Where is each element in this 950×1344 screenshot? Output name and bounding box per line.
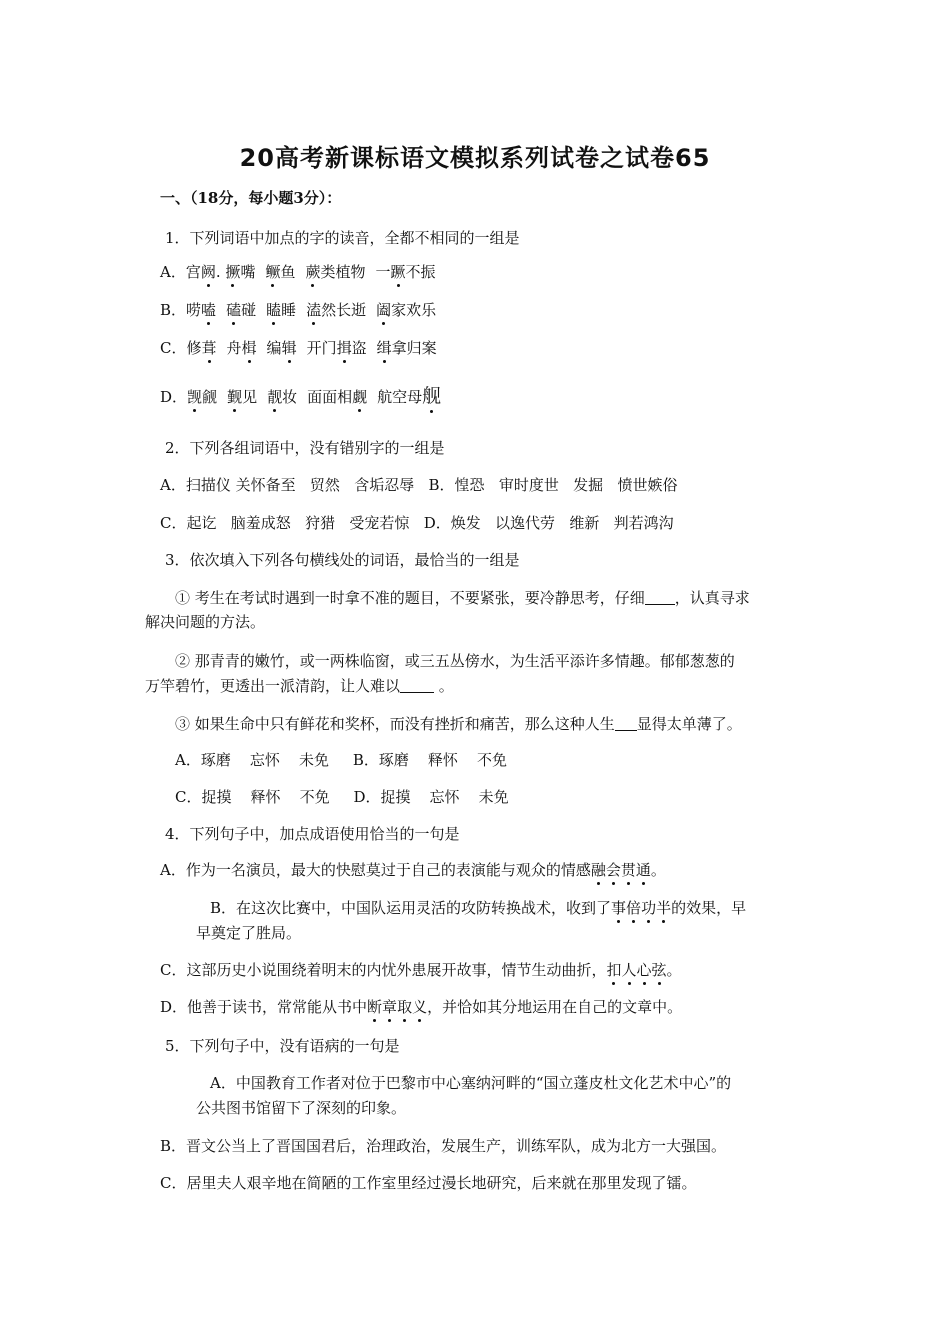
emphasis-char: 事: [611, 899, 627, 917]
emphasis-char: 会: [605, 861, 621, 879]
emphasis-char: 弦: [651, 961, 667, 979]
q1-option-b: B．唠嗑 磕碰 瞌睡 溘然长逝 阖家欢乐: [160, 301, 437, 319]
q2-options-row-2: C．起讫 脑羞成怒 狩猎 受宠若惊 D．焕发 以逸代劳 维新 判若鸿沟: [160, 514, 674, 532]
q3-sentence-3: ③ 如果生命中只有鲜花和奖杯，而没有挫折和痛苦，那么这种人生 显得太单薄了。: [175, 715, 742, 733]
emphasis-char: 贯: [620, 861, 636, 879]
page-title: 20高考新课标语文模拟系列试卷之试卷65: [239, 144, 711, 172]
emphasis-char: 人: [621, 961, 637, 979]
emphasis-char: 半: [656, 899, 672, 917]
emphasis-char: 融: [590, 861, 606, 879]
q3-sentence-1: ① 考生在考试时遇到一时拿不准的题目，不要紧张，要冷静思考，仔细 ，认真寻求: [175, 589, 750, 607]
q4-option-c: C．这部历史小说围绕着明末的内忧外患展开故事，情节生动曲折，扣人心弦。: [160, 961, 682, 979]
emphasis-char: 功: [641, 899, 657, 917]
question-1-stem: 1．下列词语中加点的字的读音，全都不相同的一组是: [165, 229, 520, 247]
emphasis-char: 通: [635, 861, 651, 879]
q1-option-a: A．宫阙. 撅嘴 鳜鱼 蕨类植物 一蹶不振: [160, 263, 436, 281]
fill-blank: [615, 714, 637, 731]
emphasis-char: 取: [397, 998, 413, 1016]
q3-options-row-2: C．捉摸 释怀 不免 D．捉摸 忘怀 未免: [175, 788, 509, 806]
fill-blank: [645, 588, 675, 605]
q5-option-a-cont: 公共图书馆留下了深刻的印象。: [196, 1099, 407, 1117]
question-5-stem: 5．下列句子中，没有语病的一句是: [165, 1037, 400, 1055]
q4-option-b-cont: 早奠定了胜局。: [196, 924, 302, 942]
question-4-stem: 4．下列句子中，加点成语使用恰当的一句是: [165, 825, 460, 843]
question-3-stem: 3．依次填入下列各句横线处的词语，最恰当的一组是: [165, 551, 520, 569]
emphasis-char: 倍: [626, 899, 642, 917]
q5-option-c: C．居里夫人艰辛地在简陋的工作室里经过漫长地研究，后来就在那里发现了镭。: [160, 1174, 697, 1192]
emphasis-char: 章: [382, 998, 398, 1016]
q5-option-b: B．晋文公当上了晋国国君后，治理政治，发展生产，训练军队，成为北方一大强国。: [160, 1137, 727, 1155]
q4-option-b: B．在这次比赛中，中国队运用灵活的攻防转换战术，收到了事倍功半的效果，早: [210, 899, 747, 917]
emphasis-char: 断: [367, 998, 383, 1016]
q4-option-a: A．作为一名演员，最大的快慰莫过于自己的表演能与观众的情感融会贯通。: [160, 861, 666, 879]
fill-blank: [400, 676, 434, 693]
q2-options-row-1: A．扫描仪 关怀备至 贸然 含垢忍辱 B．惶恐 审时度世 发掘 愤世嫉俗: [160, 476, 678, 494]
q3-sentence-1-cont: 解决问题的方法。: [145, 613, 266, 631]
emphasis-char: 扣: [606, 961, 622, 979]
q3-sentence-2: ② 那青青的嫩竹，或一两株临窗，或三五丛傍水，为生活平添许多情趣。郁郁葱葱的: [175, 652, 735, 670]
q5-option-a: A．中国教育工作者对位于巴黎市中心塞纳河畔的“国立蓬皮杜文化艺术中心”的: [210, 1074, 732, 1092]
q3-sentence-2-cont: 万竿碧竹，更透出一派清韵，让人难以 。: [145, 677, 454, 695]
q1-option-d: D．觊觎 觐见 靓妆 面面相觑 航空母舰: [160, 385, 442, 407]
emphasis-char: 义: [412, 998, 428, 1016]
emphasis-char: 心: [636, 961, 652, 979]
option-label: A．: [160, 263, 186, 281]
section-heading: 一、（18分，每小题3分）：: [160, 189, 342, 207]
q1-option-c: C．修葺 舟楫 编辑 开门揖盗 缉拿归案: [160, 339, 437, 357]
q3-options-row-1: A．琢磨 忘怀 未免 B．琢磨 释怀 不免: [175, 751, 507, 769]
q4-option-d: D．他善于读书，常常能从书中断章取义，并恰如其分地运用在自己的文章中。: [160, 998, 683, 1016]
question-2-stem: 2．下列各组词语中，没有错别字的一组是: [165, 439, 445, 457]
